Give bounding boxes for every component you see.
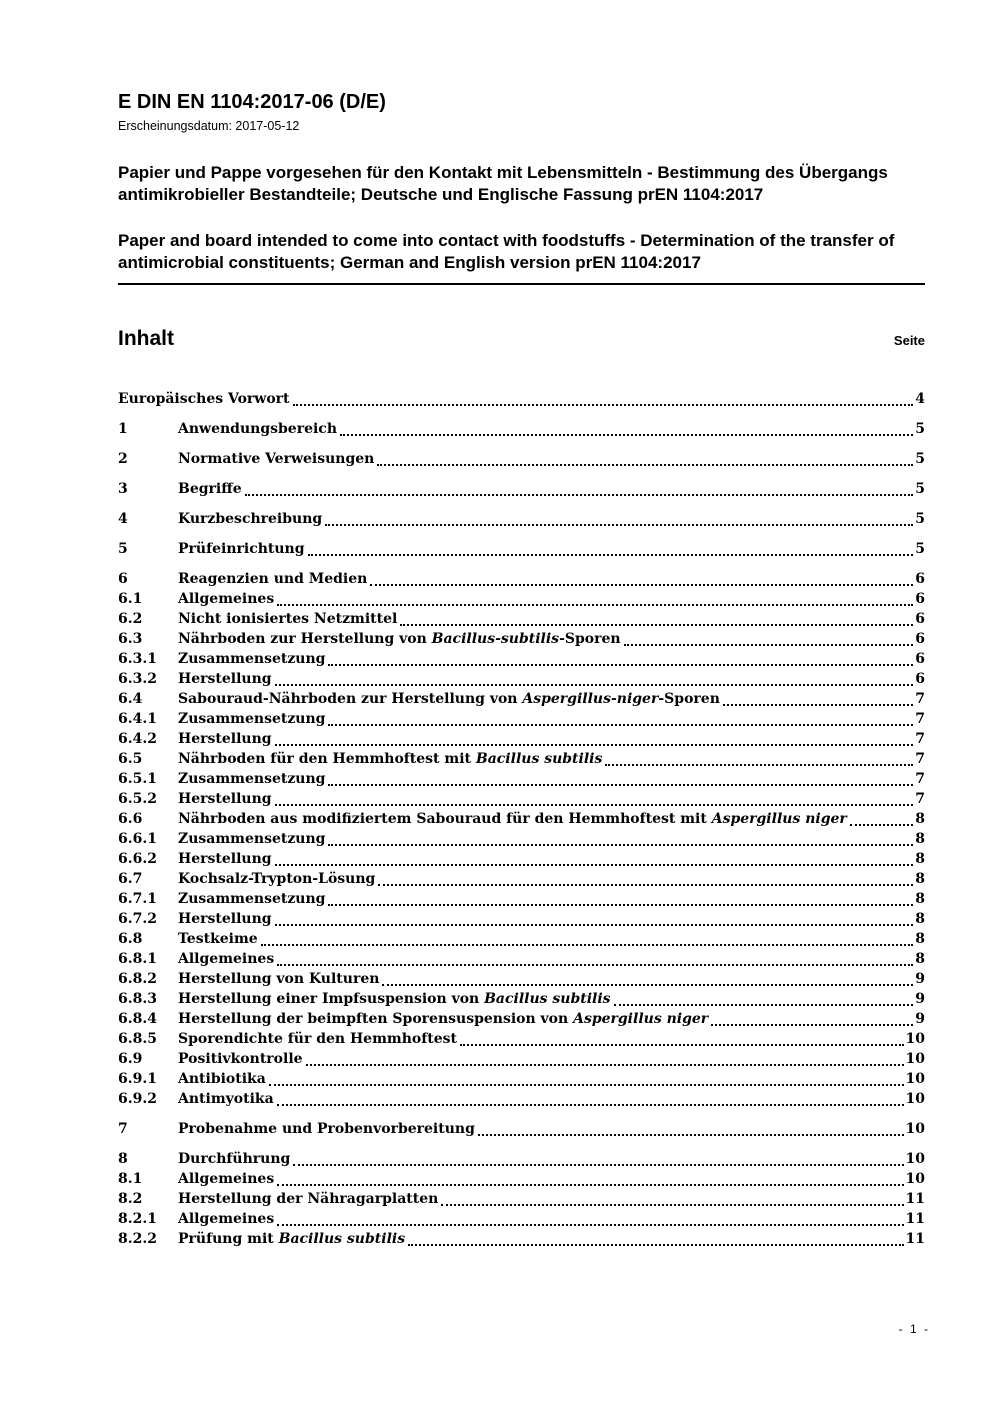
toc-entry-title-text: Herstellung der Nähragarplatten bbox=[178, 1191, 439, 1207]
toc-entry-title bbox=[178, 1049, 303, 1069]
toc-entry-title-text: Sabouraud-Nährboden zur Herstellung von bbox=[178, 691, 523, 707]
toc-entry-page: 10 bbox=[905, 1151, 925, 1167]
toc-entry-page: 11 bbox=[905, 1191, 925, 1207]
toc-entry-page: 11 bbox=[905, 1211, 925, 1227]
toc-entry-row bbox=[118, 849, 925, 869]
toc-entry-title bbox=[178, 539, 305, 559]
toc-entry-page: 10 bbox=[905, 1051, 925, 1067]
toc-entry-title bbox=[178, 689, 720, 709]
document-page bbox=[118, 90, 925, 1249]
toc-entry-title-post: -Sporen bbox=[658, 691, 720, 707]
toc-dotted-leader bbox=[293, 404, 914, 406]
toc-dotted-leader bbox=[624, 644, 914, 646]
toc-entry-page: 7 bbox=[915, 751, 925, 767]
toc-dotted-leader bbox=[378, 884, 913, 886]
toc-entry-page: 6 bbox=[915, 571, 925, 587]
toc-entry-row bbox=[118, 1229, 925, 1249]
toc-entry-title bbox=[178, 589, 274, 609]
toc-dotted-leader bbox=[460, 1044, 904, 1046]
toc-entry-title bbox=[178, 1169, 274, 1189]
toc-entry-row bbox=[118, 1049, 925, 1069]
toc-entry-title bbox=[118, 389, 290, 409]
toc-entry-number: 6.4.2 bbox=[118, 731, 157, 747]
toc-entry-title bbox=[178, 509, 322, 529]
toc-entry-title bbox=[178, 1119, 475, 1139]
toc-entry-page: 8 bbox=[915, 951, 925, 967]
toc-dotted-leader bbox=[275, 864, 914, 866]
toc-entry-title bbox=[178, 909, 272, 929]
toc-entry-title bbox=[178, 769, 325, 789]
toc-entry-number: 6.8.5 bbox=[118, 1031, 157, 1047]
toc-entry-title-text: Probenahme und Probenvorbereitung bbox=[178, 1121, 475, 1137]
toc-entry-title bbox=[178, 969, 379, 989]
toc-entry-number: 8 bbox=[118, 1151, 128, 1167]
toc-entry-title-text: Kochsalz-Trypton-Lösung bbox=[178, 871, 376, 887]
toc-entry-title bbox=[178, 449, 374, 469]
toc-dotted-leader bbox=[328, 664, 913, 666]
toc-entry-page: 6 bbox=[915, 611, 925, 627]
toc-entry-page: 7 bbox=[915, 791, 925, 807]
toc-entry-title bbox=[178, 1069, 266, 1089]
toc-entry-number: 6.2 bbox=[118, 611, 143, 627]
toc-entry-title-italic: Bacillus subtilis bbox=[278, 1231, 406, 1247]
toc-entry-number: 8.2 bbox=[118, 1191, 143, 1207]
toc-entry-title bbox=[178, 569, 367, 589]
toc-entry-number: 6.9.2 bbox=[118, 1091, 157, 1107]
toc-entry-title-text: Reagenzien und Medien bbox=[178, 571, 368, 587]
toc-entry-page: 7 bbox=[915, 731, 925, 747]
toc-header bbox=[118, 327, 925, 351]
toc-entry-title-text: Nicht ionisiertes Netzmittel bbox=[178, 611, 398, 627]
toc-dotted-leader bbox=[328, 724, 913, 726]
toc-entry-page: 5 bbox=[915, 481, 925, 497]
toc-entry-row bbox=[118, 669, 925, 689]
toc-entry-title-text: Nährboden für den Hemmhoftest mit bbox=[178, 751, 476, 767]
toc-entry-row bbox=[118, 1009, 925, 1029]
toc-dotted-leader bbox=[275, 924, 914, 926]
document-title-english: Paper and board intended to come into contact with foodstuffs - Determination of the transfer of antimicrobial constituents; German and English version prEN 1104:2017 bbox=[118, 230, 925, 285]
toc-entry-row bbox=[118, 479, 925, 499]
toc-entry-title-text: Positivkontrolle bbox=[178, 1051, 303, 1067]
toc-entry-row bbox=[118, 809, 925, 829]
toc-entry-page: 5 bbox=[915, 541, 925, 557]
toc-dotted-leader bbox=[370, 584, 913, 586]
toc-entry-number: 6.4 bbox=[118, 691, 143, 707]
toc-entry-title bbox=[178, 809, 847, 829]
toc-entry-row bbox=[118, 629, 925, 649]
toc-heading: Inhalt bbox=[118, 327, 174, 350]
toc-entry-number: 8.1 bbox=[118, 1171, 143, 1187]
toc-entry-row bbox=[118, 989, 925, 1009]
toc-entry-number: 6.9 bbox=[118, 1051, 143, 1067]
toc-dotted-leader bbox=[614, 1004, 914, 1006]
toc-entry-title-text: Zusammensetzung bbox=[178, 651, 326, 667]
toc-entry-page: 10 bbox=[905, 1121, 925, 1137]
toc-entry-title bbox=[178, 1089, 274, 1109]
toc-entry-number: 6.3 bbox=[118, 631, 143, 647]
toc-entry-row bbox=[118, 769, 925, 789]
toc-dotted-leader bbox=[408, 1244, 903, 1246]
toc-entry-row bbox=[118, 509, 925, 529]
toc-dotted-leader bbox=[275, 684, 914, 686]
toc-entry-page: 10 bbox=[905, 1171, 925, 1187]
toc-entry-number: 8.2.1 bbox=[118, 1211, 157, 1227]
toc-entry-page: 8 bbox=[915, 851, 925, 867]
toc-entry-title bbox=[178, 929, 258, 949]
toc-entry-page: 8 bbox=[915, 891, 925, 907]
toc-entry-row bbox=[118, 539, 925, 559]
toc-entry-row bbox=[118, 729, 925, 749]
toc-entry-title bbox=[178, 729, 272, 749]
toc-entry-title-italic: Aspergillus-niger bbox=[522, 691, 659, 707]
toc-entry-title-italic: Aspergillus niger bbox=[711, 811, 847, 827]
toc-entry-title-text: Prüfeinrichtung bbox=[178, 541, 305, 557]
toc-entry-title-text: Zusammensetzung bbox=[178, 891, 326, 907]
toc-entry-row bbox=[118, 889, 925, 909]
toc-entry-title-italic: Aspergillus niger bbox=[573, 1011, 709, 1027]
toc-entry-title-text: Begriffe bbox=[178, 481, 242, 497]
toc-entry-page: 8 bbox=[915, 831, 925, 847]
toc-entry-page: 8 bbox=[915, 871, 925, 887]
toc-entry-number: 6.5.2 bbox=[118, 791, 157, 807]
toc-entry-number: 6.7 bbox=[118, 871, 143, 887]
toc-entry-title bbox=[178, 889, 325, 909]
toc-entry-page: 9 bbox=[915, 971, 925, 987]
publication-date: Erscheinungsdatum: 2017-05-12 bbox=[118, 119, 300, 133]
toc-entry-page: 7 bbox=[915, 711, 925, 727]
toc-dotted-leader bbox=[245, 494, 914, 496]
toc-entry-row bbox=[118, 1189, 925, 1209]
toc-page-column-label: Seite bbox=[893, 333, 925, 348]
toc-entry-title bbox=[178, 669, 272, 689]
toc-entry-title-text: Durchführung bbox=[178, 1151, 291, 1167]
toc-entry-title-text: Allgemeines bbox=[178, 1211, 275, 1227]
document-title-german: Papier und Pappe vorgesehen für den Kontakt mit Lebensmitteln - Bestimmung des Übergangs antimikrobieller Bestandteile; Deutsche und Englische Fassung prEN 1104:2017 bbox=[118, 163, 888, 204]
toc-entry-page: 9 bbox=[915, 991, 925, 1007]
toc-entry-number: 6.3.2 bbox=[118, 671, 157, 687]
toc-entry-row bbox=[118, 419, 925, 439]
toc-entry-page: 8 bbox=[915, 811, 925, 827]
toc-entry-row bbox=[118, 1169, 925, 1189]
toc-dotted-leader bbox=[441, 1204, 903, 1206]
toc-entry-title-text: Zusammensetzung bbox=[178, 831, 326, 847]
toc-entry-title-text: Normative Verweisungen bbox=[178, 451, 375, 467]
toc-entry-title-text: Herstellung bbox=[178, 791, 272, 807]
toc-entry-row bbox=[118, 689, 925, 709]
toc-entry-page: 5 bbox=[915, 421, 925, 437]
toc-entry-page: 9 bbox=[915, 1011, 925, 1027]
toc-entry-page: 5 bbox=[915, 511, 925, 527]
toc-entry-title-text: Herstellung bbox=[178, 671, 272, 687]
toc-entry-row bbox=[118, 1029, 925, 1049]
toc-dotted-leader bbox=[340, 434, 913, 436]
toc-entry-title-italic: Bacillus subtilis bbox=[484, 991, 611, 1007]
toc-entry-row bbox=[118, 609, 925, 629]
toc-entry-page: 6 bbox=[915, 651, 925, 667]
toc-entry-number: 4 bbox=[118, 511, 128, 527]
toc-entry-title bbox=[178, 949, 274, 969]
toc-entry-number: 8.2.2 bbox=[118, 1231, 157, 1247]
toc-entry-number: 6.6.1 bbox=[118, 831, 157, 847]
toc-entry-number: 6.8.2 bbox=[118, 971, 157, 987]
toc-entry-number: 5 bbox=[118, 541, 128, 557]
toc-entry-title-italic: Bacillus-subtilis bbox=[431, 631, 560, 647]
toc-dotted-leader bbox=[382, 984, 913, 986]
toc-entry-title-text: Allgemeines bbox=[178, 951, 275, 967]
toc-dotted-leader bbox=[328, 784, 913, 786]
toc-entry-row bbox=[118, 1209, 925, 1229]
toc-dotted-leader bbox=[850, 824, 913, 826]
toc-entry-row bbox=[118, 789, 925, 809]
toc-entry-row bbox=[118, 709, 925, 729]
toc-entry-title bbox=[178, 1029, 457, 1049]
footer-page-number: - 1 - bbox=[898, 1322, 930, 1336]
toc-entry-title-text: Testkeime bbox=[178, 931, 258, 947]
toc-entry-number: 6.7.2 bbox=[118, 911, 157, 927]
toc-entry-page: 10 bbox=[905, 1071, 925, 1087]
toc-dotted-leader bbox=[277, 1184, 903, 1186]
toc-entry-title-italic: Bacillus subtilis bbox=[475, 751, 603, 767]
toc-entry-row bbox=[118, 389, 925, 409]
toc-dotted-leader bbox=[308, 554, 914, 556]
toc-entry-title bbox=[178, 1009, 708, 1029]
toc-entry-number: 6.9.1 bbox=[118, 1071, 157, 1087]
toc-entry-page: 7 bbox=[915, 771, 925, 787]
toc-entry-title-text: Herstellung bbox=[178, 731, 272, 747]
toc-entry-row bbox=[118, 589, 925, 609]
toc-entry-row bbox=[118, 649, 925, 669]
toc-entry-title-post: -Sporen bbox=[559, 631, 621, 647]
toc-dotted-leader bbox=[306, 1064, 904, 1066]
toc-entry-number: 7 bbox=[118, 1121, 128, 1137]
toc-entry-title-text: Herstellung einer Impfsuspension von bbox=[178, 991, 485, 1007]
toc-dotted-leader bbox=[711, 1024, 913, 1026]
toc-entry-title bbox=[178, 1149, 290, 1169]
toc-entry-page: 6 bbox=[915, 631, 925, 647]
toc-entry-row bbox=[118, 949, 925, 969]
toc-entry-title bbox=[178, 849, 272, 869]
toc-entry-title bbox=[178, 649, 325, 669]
toc-dotted-leader bbox=[277, 964, 913, 966]
toc-entry-title-text: Nährboden zur Herstellung von bbox=[178, 631, 432, 647]
toc-dotted-leader bbox=[269, 1084, 904, 1086]
toc-entry-title-text: Zusammensetzung bbox=[178, 771, 326, 787]
toc-entry-number: 6.8.1 bbox=[118, 951, 157, 967]
toc-dotted-leader bbox=[478, 1134, 904, 1136]
toc-dotted-leader bbox=[377, 464, 913, 466]
toc-entry-title-text: Allgemeines bbox=[178, 1171, 275, 1187]
toc-entry-number: 6.6 bbox=[118, 811, 143, 827]
toc-dotted-leader bbox=[277, 1104, 904, 1106]
toc-entry-title-text: Nährboden aus modifiziertem Sabouraud für den Hemmhoftest mit bbox=[178, 811, 712, 827]
toc-entry-title bbox=[178, 479, 242, 499]
toc-dotted-leader bbox=[277, 604, 913, 606]
toc-entry-title-text: Kurzbeschreibung bbox=[178, 511, 323, 527]
toc-entry-title bbox=[178, 1209, 274, 1229]
toc-entry-number: 6.8.4 bbox=[118, 1011, 157, 1027]
toc-entry-page: 5 bbox=[915, 451, 925, 467]
toc-entry-title bbox=[178, 789, 272, 809]
toc-entry-title bbox=[178, 749, 602, 769]
toc-entry-page: 4 bbox=[915, 391, 925, 407]
toc-entry-number: 2 bbox=[118, 451, 128, 467]
toc-entry-title-text: Herstellung der beimpften Sporensuspension von bbox=[178, 1011, 574, 1027]
toc-entry-title-text: Prüfung mit bbox=[178, 1231, 279, 1247]
toc-entry-title bbox=[178, 869, 375, 889]
toc-dotted-leader bbox=[400, 624, 913, 626]
toc-dotted-leader bbox=[277, 1224, 903, 1226]
toc-entry-number: 6.5.1 bbox=[118, 771, 157, 787]
toc-entry-row bbox=[118, 749, 925, 769]
toc-entry-title-text: Zusammensetzung bbox=[178, 711, 326, 727]
toc-entry-row bbox=[118, 1089, 925, 1109]
toc-entry-title-text: Herstellung von Kulturen bbox=[178, 971, 380, 987]
toc-dotted-leader bbox=[605, 764, 913, 766]
toc-entry-row bbox=[118, 1119, 925, 1139]
toc-entry-page: 11 bbox=[905, 1231, 925, 1247]
toc-entry-page: 7 bbox=[915, 691, 925, 707]
toc-entry-number: 6.4.1 bbox=[118, 711, 157, 727]
toc-entry-number: 6.6.2 bbox=[118, 851, 157, 867]
toc-dotted-leader bbox=[275, 804, 914, 806]
toc-entry-row bbox=[118, 829, 925, 849]
toc-entry-title bbox=[178, 1229, 405, 1249]
toc-entry-title bbox=[178, 709, 325, 729]
toc-entry-title-text: Antimyotika bbox=[178, 1091, 274, 1107]
toc-dotted-leader bbox=[275, 744, 914, 746]
toc-entry-row bbox=[118, 1149, 925, 1169]
toc-entry-number: 3 bbox=[118, 481, 128, 497]
toc-entry-row bbox=[118, 869, 925, 889]
toc-entry-title-text: Antibiotika bbox=[178, 1071, 266, 1087]
toc-entry-row bbox=[118, 969, 925, 989]
toc-entry-title-text: Anwendungsbereich bbox=[178, 421, 337, 437]
toc-entry-page: 10 bbox=[905, 1031, 925, 1047]
toc-entry-number: 6.7.1 bbox=[118, 891, 157, 907]
toc-dotted-leader bbox=[293, 1164, 903, 1166]
document-code-title: E DIN EN 1104:2017-06 (D/E) bbox=[118, 91, 386, 113]
toc-entry-row bbox=[118, 929, 925, 949]
toc-entry-number: 6 bbox=[118, 571, 128, 587]
toc-entry-row bbox=[118, 1069, 925, 1089]
toc-entry-number: 6.1 bbox=[118, 591, 143, 607]
toc-dotted-leader bbox=[328, 904, 913, 906]
toc-entry-page: 6 bbox=[915, 591, 925, 607]
toc-entry-page: 8 bbox=[915, 911, 925, 927]
toc-entry-number: 6.8.3 bbox=[118, 991, 157, 1007]
toc-entry-title bbox=[178, 829, 325, 849]
toc-entry-number: 6.3.1 bbox=[118, 651, 157, 667]
toc-entry-row bbox=[118, 569, 925, 589]
toc-entry-title bbox=[178, 629, 621, 649]
toc-entry-number: 1 bbox=[118, 421, 128, 437]
toc-entry-row bbox=[118, 909, 925, 929]
toc-dotted-leader bbox=[325, 524, 913, 526]
toc-entry-title bbox=[178, 1189, 438, 1209]
toc-entry-title bbox=[178, 989, 611, 1009]
toc-entry-page: 6 bbox=[915, 671, 925, 687]
toc-entry-title-text: Allgemeines bbox=[178, 591, 275, 607]
toc-entry-title bbox=[178, 419, 337, 439]
toc-dotted-leader bbox=[328, 844, 913, 846]
toc-entry-title-text: Europäisches Vorwort bbox=[118, 391, 290, 407]
toc-entry-row bbox=[118, 449, 925, 469]
toc-entry-title-text: Herstellung bbox=[178, 911, 272, 927]
toc-entry-title bbox=[178, 609, 397, 629]
toc-entry-number: 6.8 bbox=[118, 931, 143, 947]
toc-entry-number: 6.5 bbox=[118, 751, 143, 767]
toc-list bbox=[118, 389, 925, 1249]
toc-entry-page: 8 bbox=[915, 931, 925, 947]
toc-entry-title-text: Herstellung bbox=[178, 851, 272, 867]
toc-entry-page: 10 bbox=[905, 1091, 925, 1107]
toc-dotted-leader bbox=[723, 704, 913, 706]
toc-dotted-leader bbox=[261, 944, 914, 946]
toc-entry-title-text: Sporendichte für den Hemmhoftest bbox=[178, 1031, 457, 1047]
